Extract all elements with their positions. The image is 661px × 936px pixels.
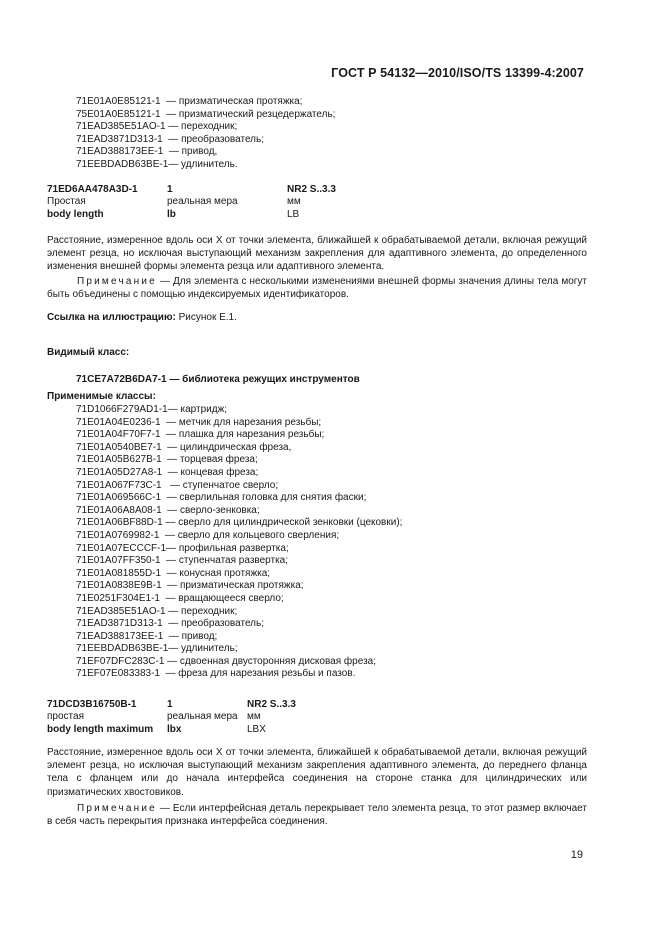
property-id: 71ED6AA478A3D-1	[47, 184, 138, 195]
list-item: 71EF07E083383-1 — фреза для нарезания резьбы и пазов.	[76, 668, 356, 680]
illustration-label: Ссылка на иллюстрацию:	[47, 312, 176, 323]
list-item: 71EAD385E51AO-1 — переходник;	[76, 121, 238, 133]
list-item: 71EAD3871D313-1 — преобразователь;	[76, 618, 264, 630]
note-text: — Для элемента с несколькими изменениями внешней формы значения длины тела могут быть объединены с помощью индексируемых идентификаторов.	[47, 276, 587, 301]
page-number: 19	[570, 849, 583, 861]
applicable-classes-list	[76, 404, 402, 681]
list-item: 71E01A0838E9B-1 — призматическая протяжка;	[76, 580, 304, 592]
list-item: 71EF07DFC283C-1 — сдвоенная двусторонняя дисковая фреза;	[76, 655, 376, 667]
illustration-value: Рисунок Е.1.	[175, 312, 237, 323]
property-symbol: lb	[167, 208, 176, 220]
property-code: LBX	[247, 723, 266, 735]
list-item: 71EEBDADB63BE-1— удлинитель;	[76, 643, 238, 655]
list-item: 71EAD3871D313-1 — преобразователь;	[76, 133, 264, 145]
list-item: 71EEBDADB63BE-1— удлинитель.	[76, 158, 238, 170]
list-item: 71E01A05D27A8-1 — концевая фреза;	[76, 466, 259, 478]
definition-paragraph: Расстояние, измеренное вдоль оси X от точки элемента, ближайшей к обрабатываемой детали, включая режущий элемент резца, но исключая выступающий механизм закрепления адаптивного элемента, до переднего фланца тела с фланцем или до начала интерфейса соединения на стороне станка для цилиндрических или призматических хвостовиков.	[47, 747, 587, 798]
property-format: NR2 S..3.3	[247, 699, 296, 710]
property-version: 1	[167, 699, 173, 710]
note-text: — Если интерфейсная деталь перекрывает тело элемента резца, то этот размер включает в себя часть перекрытия признака интерфейса соединения.	[47, 803, 587, 828]
list-item: 71EAD388173EE-1 — привод,	[76, 146, 218, 158]
list-item: 75E01A0E85121-1 — призматический резцедержатель;	[76, 108, 336, 120]
visible-class-value: 71CE7A72B6DA7-1 — библиотека режущих инструментов	[76, 374, 360, 385]
list-item: 71E01A069566C-1 — сверлильная головка для снятия фаски;	[76, 492, 367, 504]
list-item: 71EAD385E51AO-1 — переходник;	[76, 605, 238, 617]
list-item: 71E0251F304E1-1 — вращающееся сверло;	[76, 592, 284, 604]
note-label: Примечание	[77, 803, 157, 814]
list-item: 71E01A07ECCCF-1— профильная развертка;	[76, 542, 289, 554]
applicable-classes-label: Применимые классы:	[47, 391, 156, 402]
property-unit: мм	[287, 196, 301, 208]
note-paragraph	[47, 802, 587, 828]
property-type: простая	[47, 711, 84, 723]
property-measure: реальная мера	[167, 711, 238, 723]
list-item: 71E01A07FF350-1 — ступенчатая развертка;	[76, 555, 289, 567]
property-version: 1	[167, 184, 173, 195]
definition-paragraph: Расстояние, измеренное вдоль оси X от точки элемента, ближайшей к обрабатываемой детали, включая режущий элемент резца, но исключая выступающий механизм закрепления для адаптивного элемента, до определенного изменения внешней формы элемента резца или адаптивного элемента.	[47, 235, 587, 273]
property-block-body-length-maximum	[47, 699, 607, 736]
list-item: 71E01A04E0236-1 — метчик для нарезания резьбы;	[76, 416, 322, 428]
list-item: 71E01A0769982-1 — сверло для кольцевого сверления;	[76, 529, 340, 541]
property-id: 71DCD3B16750B-1	[47, 699, 137, 710]
property-unit: мм	[247, 711, 261, 723]
list-item: 71E01A06A8A08-1 — сверло-зенковка;	[76, 504, 260, 516]
property-type: Простая	[47, 196, 86, 208]
property-code: LB	[287, 208, 300, 220]
list-item: 71E01A081855D-1 — конусная протяжка;	[76, 567, 271, 579]
list-item: 71E01A0540BE7-1 — цилиндрическая фреза,	[76, 441, 292, 453]
property-format: NR2 S..3.3	[287, 184, 336, 195]
property-symbol: lbx	[167, 723, 182, 735]
note-paragraph	[47, 275, 587, 301]
list-item: 71E01A06BF88D-1 — сверло для цилиндрической зенковки (цековки);	[76, 517, 403, 529]
standard-header: ГОСТ Р 54132—2010/ISO/TS 13399-4:2007	[331, 66, 584, 80]
list-item: 71EAD388173EE-1 — привод;	[76, 630, 218, 642]
property-block-body-length	[47, 184, 607, 221]
list-item: 71E01A04F70F7-1 — плашка для нарезания резьбы;	[76, 429, 325, 441]
property-measure: реальная мера	[167, 196, 238, 208]
illustration-reference	[47, 312, 237, 323]
list-item: 71D1066F279AD1-1— картридж;	[76, 404, 228, 415]
list-item: 71E01A067F73C-1 — ступенчатое сверло;	[76, 479, 279, 491]
class-list-continued	[76, 96, 335, 172]
visible-class-label: Видимый класс:	[47, 347, 130, 358]
note-label: Примечание	[77, 276, 157, 287]
list-item: 71E01A0E85121-1 — призматическая протяжка;	[76, 96, 303, 107]
property-name: body length maximum	[47, 723, 154, 735]
property-name: body length	[47, 208, 104, 220]
list-item: 71E01A05B627B-1 — торцевая фреза;	[76, 454, 258, 466]
